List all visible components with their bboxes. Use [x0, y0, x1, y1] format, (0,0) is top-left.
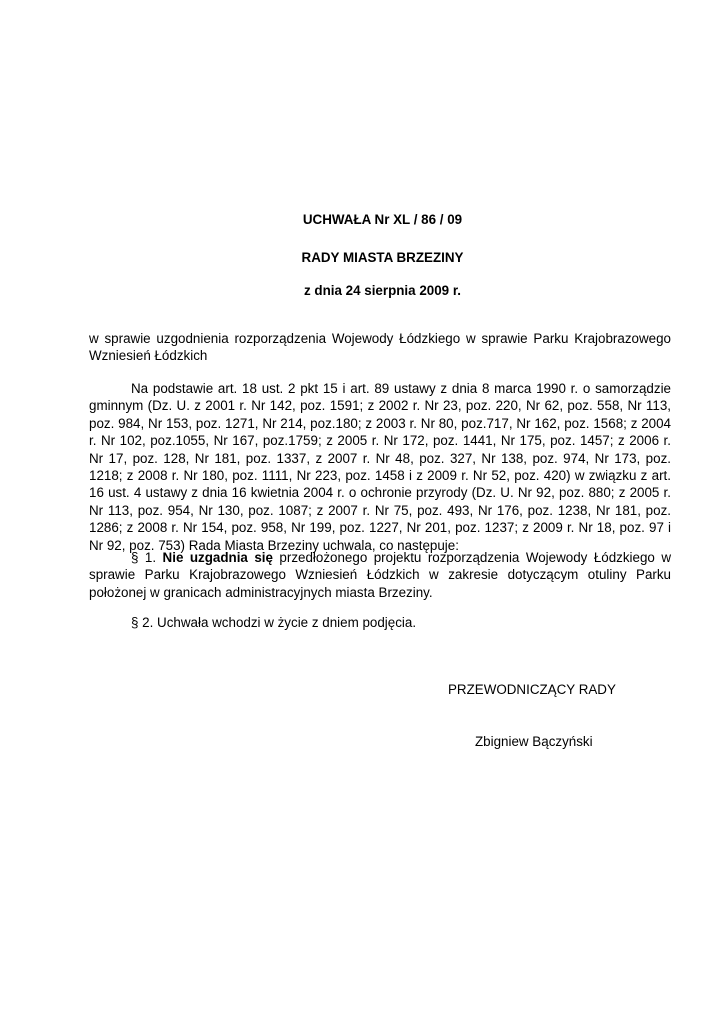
council-name: RADY MIASTA BRZEZINY: [301, 250, 464, 265]
paragraph-1-number: § 1.: [131, 550, 163, 565]
signature-title: PRZEWODNICZĄCY RADY: [448, 682, 616, 697]
resolution-number: UCHWAŁA Nr XL / 86 / 09: [302, 212, 463, 227]
paragraph-1-text: przedłożonego projektu rozporządzenia Wojewody Łódzkiego w sprawie Parku Krajobrazowego Wzniesień Łódzkich w zakresie dotyczącym otuliny Parku położonej w granicach administracyjnych miasta Brzeziny.: [89, 550, 672, 600]
legal-basis-paragraph: Na podstawie art. 18 ust. 2 pkt 15 i art. 89 ustawy z dnia 8 marca 1990 r. o samorządzie gminnym (Dz. U. z 2001 r. Nr 142, poz. 1591; z 2002 r. Nr 23, poz. 220, Nr 62, poz. 558, Nr 113, poz. 984, Nr 153, poz. 1271, Nr 214, poz.180; z 2003 r. Nr 80, poz.717, Nr 162, poz. 1568; z 2004 r. Nr 102, poz.1055, Nr 167, poz.1759; z 2005 r. Nr 172, poz. 1441, Nr 175, poz. 1457; z 2006 r. Nr 17, poz. 128, Nr 181, poz. 1337, z 2007 r. Nr 48, poz. 327, Nr 138, poz. 974, Nr 173, poz. 1218; z 2008 r. Nr 180, poz. 1111, Nr 223, poz. 1458 i z 2009 r. Nr 52, poz. 420) w związku z art. 16 ust. 4 ustawy z dnia 16 kwietnia 2004 r. o ochronie przyrody (Dz. U. Nr 92, poz. 880; z 2005 r. Nr 113, poz. 954, Nr 130, poz. 1087; z 2007 r. Nr 75, poz. 493, Nr 176, poz. 1238, Nr 181, poz. 1286; z 2008 r. Nr 154, poz. 958, Nr 199, poz. 1227, Nr 201, poz. 1237; z 2009 r. Nr 18, poz. 97 i Nr 92, poz. 753) Rada Miasta Brzeziny uchwala, co następuje:: [89, 381, 671, 553]
paragraph-1-bold: Nie uzgadnia się: [162, 550, 273, 565]
paragraph-2: § 2. Uchwała wchodzi w życie z dniem podjęcia.: [131, 615, 417, 630]
resolution-date: z dnia 24 sierpnia 2009 r.: [303, 283, 462, 298]
signature-name: Zbigniew Bączyński: [475, 734, 593, 749]
resolution-subject: w sprawie uzgodnienia rozporządzenia Wojewody Łódzkiego w sprawie Parku Krajobrazowego Wzniesień Łódzkich: [89, 331, 671, 364]
paragraph-1: [89, 549, 671, 601]
